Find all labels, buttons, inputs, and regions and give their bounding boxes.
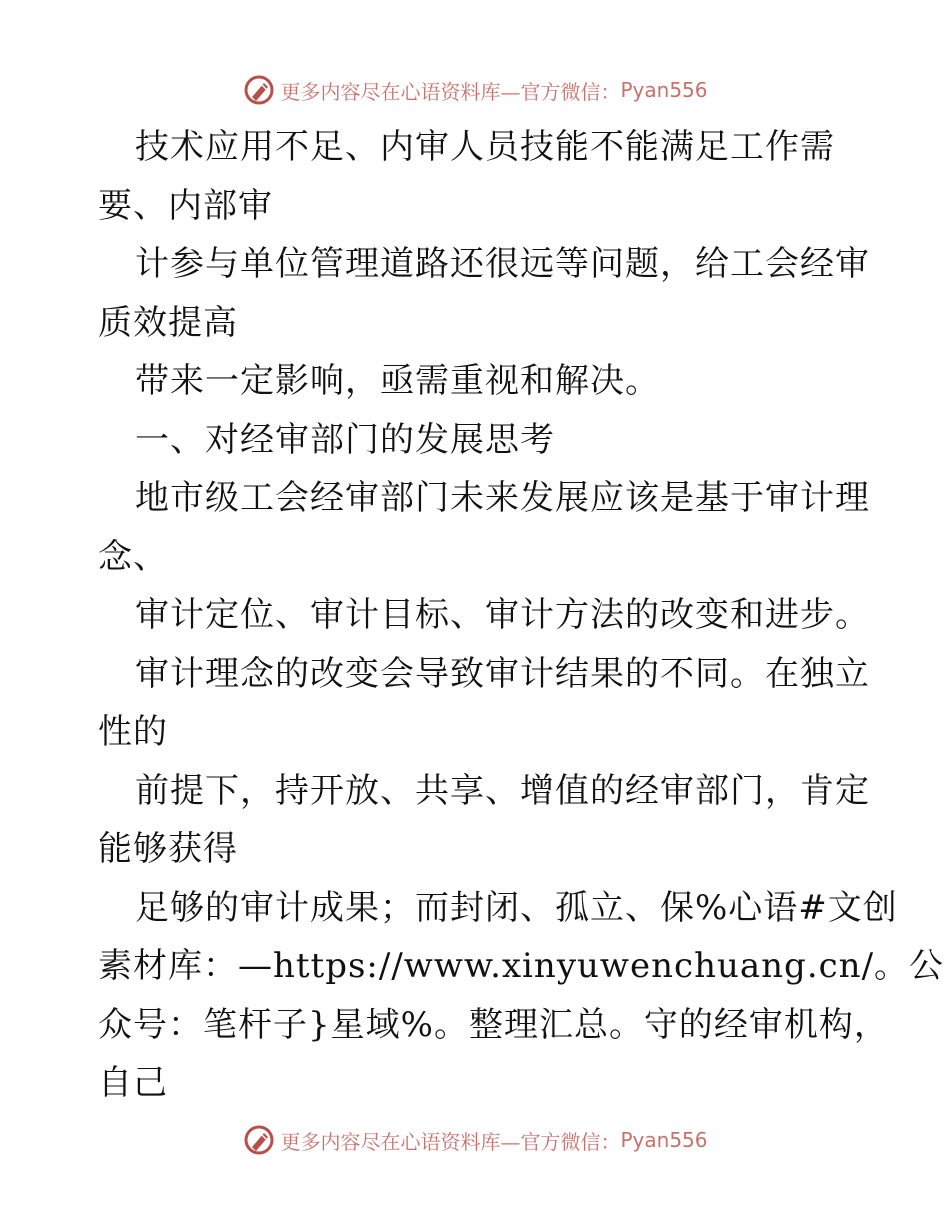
header-watermark-banner <box>0 70 950 110</box>
banner-text: 更多内容尽在心语资料库—官方微信： <box>280 79 621 104</box>
body-line: 技术应用不足、内审人员技能不能满足工作需 <box>135 127 835 167</box>
body-line: 要、内部审 <box>98 185 273 226</box>
body-line: 能够获得 <box>98 829 238 869</box>
body-line: 自己 <box>98 1063 168 1103</box>
body-line: 前提下，持开放、共享、增值的经审部门，肯定 <box>135 770 870 811</box>
body-line: 素材库：—https://www.xinyuwenchuang.cn/。公 <box>98 946 945 986</box>
body-line: 审计定位、审计目标、审计方法的改变和进步。 <box>135 595 870 635</box>
body-line: 质效提高 <box>98 302 238 343</box>
banner-text: 更多内容尽在心语资料库—官方微信： <box>280 1129 621 1154</box>
document-body <box>98 118 945 1113</box>
body-line: 足够的审计成果；而封闭、孤立、保%心语#文创 <box>135 887 898 928</box>
body-line: 带来一定影响，亟需重视和解决。 <box>135 361 660 401</box>
body-line: 地市级工会经审部门未来发展应该是基于审计理 <box>135 478 870 518</box>
body-line: 念、 <box>98 536 168 577</box>
section-heading: 一、对经审部门的发展思考 <box>135 419 555 460</box>
pen-nib-logo-icon <box>242 73 276 107</box>
footer-watermark-banner <box>0 1120 950 1160</box>
body-line: 众号：笔杆子}星域%。整理汇总。守的经审机构， <box>98 1004 889 1045</box>
body-line: 审计理念的改变会导致审计结果的不同。在独立 <box>135 653 870 694</box>
banner-wechat-id: Pyan556 <box>620 78 708 102</box>
body-line: 计参与单位管理道路还很远等问题，给工会经审 <box>135 244 870 284</box>
body-line: 性的 <box>98 712 168 752</box>
banner-wechat-id: Pyan556 <box>620 1128 708 1152</box>
pen-nib-logo-icon <box>242 1123 276 1157</box>
